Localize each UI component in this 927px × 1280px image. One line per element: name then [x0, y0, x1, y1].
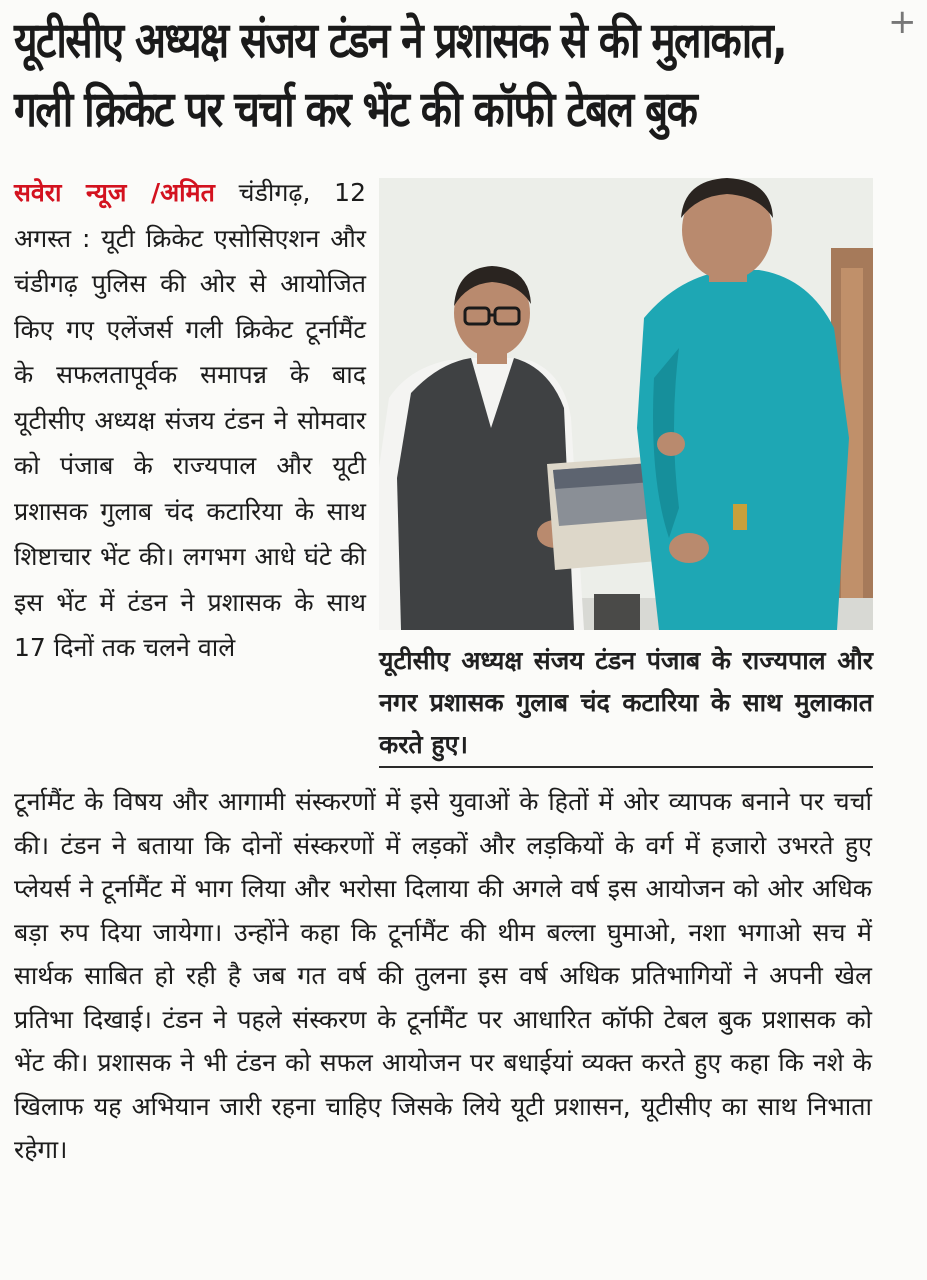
article-intro-text: चंडीगढ़, 12 अगस्त : यूटी क्रिकेट एसोसिएशन और चंडीगढ़ पुलिस की ओर से आयोजित किए गए एलेंजर्स गली क्रिकेट टूर्नामैंट के सफलतापूर्वक समापन्न के बाद यूटीसीए अध्यक्ष संजय टंडन ने सोमवार को पंजाब के राज्यपाल और यूटी प्रशासक गुलाब चंद कटारिया के साथ शिष्टाचार भेंट की। लगभग आधे घंटे की इस भेंट में टंडन ने प्रशासक के साथ 17 दिनों तक चलने वाले: [14, 178, 366, 662]
byline: सवेरा न्यूज /अमित: [14, 178, 215, 207]
right-man-bracelet: [733, 504, 747, 530]
headline: [14, 6, 786, 144]
photo-frame: [594, 594, 640, 630]
article-body-column: टूर्नामैंट के विषय और आगामी संस्करणों में इसे युवाओं के हितों में ओर व्यापक बनाने पर चर्चा की। टंडन ने बताया कि दोनों संस्करणों में लड़कों और लड़कियों के वर्ग में हजारो उभरते हुए प्लेयर्स ने टूर्नामैंट में भाग लिया और भरोसा दिलाया की अगले वर्ष इस आयोजन को ओर अधिक बड़ा रुप दिया जायेगा। उन्होंने कहा कि टूर्नामैंट की थीम बल्ला घुमाओ, नशा भगाओ सच में सार्थक साबित हो रही है जब गत वर्ष की तुलना इस वर्ष अधिक प्रतिभागियों ने अपनी खेल प्रतिभा दिखाई। टंडन ने पहले संस्करण के टूर्नामैंट पर आधारित कॉफी टेबल बुक प्रशासक को भेंट की। प्रशासक ने भी टंडन को सफल आयोजन पर बधाईयां व्यक्त करते हुए कहा कि नशे के खिलाफ यह अभियान जारी रहना चाहिए जिसके लिये यूटी प्रशासन, यूटीसीए का साथ निभाता रहेगा।: [14, 787, 872, 1164]
caption-divider: [379, 766, 873, 768]
photo-caption: यूटीसीए अध्यक्ष संजय टंडन पंजाब के राज्यपाल और नगर प्रशासक गुलाब चंद कटारिया के साथ मुलाकात करते हुए।: [379, 646, 873, 759]
news-photo-illustration: [379, 178, 873, 630]
article-intro-column: [14, 170, 366, 671]
right-man-hand: [669, 533, 709, 563]
news-photo: [379, 178, 873, 630]
plus-icon: +: [888, 2, 917, 42]
headline-line-2: गली क्रिकेट पर चर्चा कर भेंट की कॉफी टेबल बुक: [14, 81, 697, 138]
headline-line-1: यूटीसीए अध्यक्ष संजय टंडन ने प्रशासक से की मुलाकात,: [14, 12, 786, 69]
right-man-upper-hand: [657, 432, 685, 456]
